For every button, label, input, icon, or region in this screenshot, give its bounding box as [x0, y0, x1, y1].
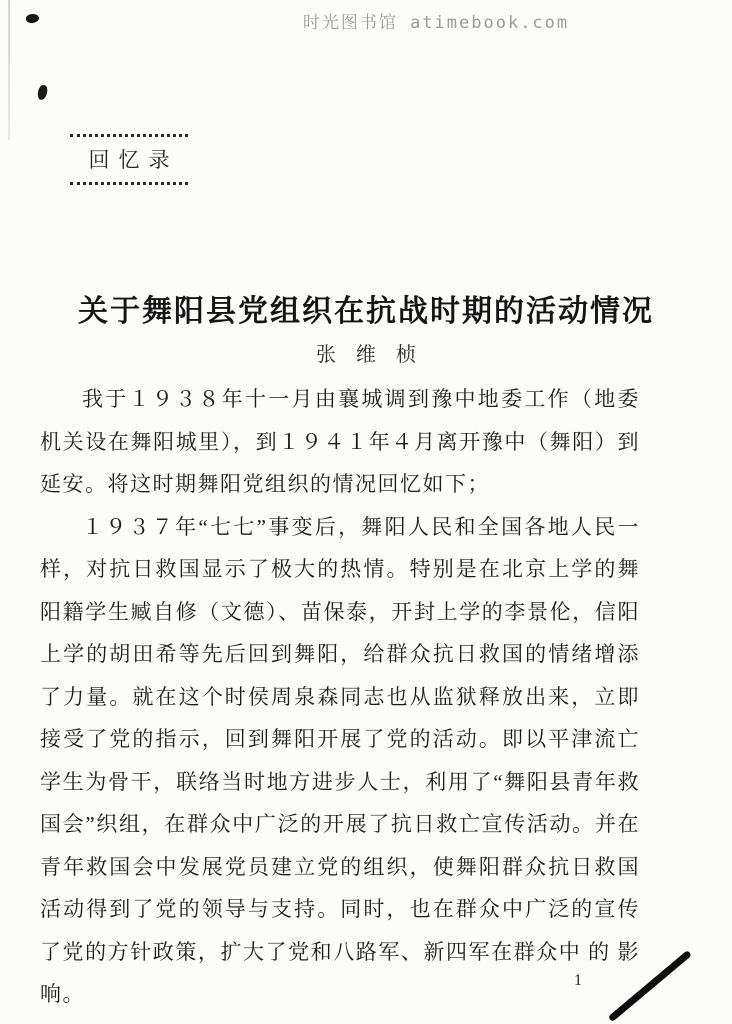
memoir-label [70, 134, 188, 185]
page-number: 1 [574, 972, 582, 989]
author-name: 张 维 桢 [316, 344, 416, 366]
ink-blot-artifact-top [25, 13, 39, 24]
body-text [40, 378, 640, 1016]
memoir-label-text: 回忆录 [88, 148, 179, 172]
dotted-rule-bottom [70, 182, 188, 185]
paragraph-2: １９３７年“七七”事变后，舞阳人民和全国各地人民一样，对抗日救国显示了极大的热情。特别是在北京上学的舞阳籍学生臧自修（文德）、苗保泰，开封上学的李景伦，信阳上学的胡田希等先后回到舞阳，给群众抗日救国的情绪增添了力量。就在这个时侯周泉森同志也从监狱释放出来，立即接受了党的指示，回到舞阳开展了党的活动。即以平津流亡学生为骨干，联络当时地方进步人士，利用了“舞阳县青年救国会”织组，在群众中广泛的开展了抗日救亡宣传活动。并在青年救国会中发展党员建立党的组织，使舞阳群众抗日救国活动得到了党的领导与支持。同时，也在群众中广泛的宣传了党的方针政策，扩大了党和八路军、新四军在群众中 的 影响。 [40, 514, 640, 1006]
scan-edge-artifact [8, 0, 10, 140]
page-title: 关于舞阳县党组织在抗战时期的活动情况 [78, 295, 654, 329]
watermark-text: 时光图书馆 atimebook.com [302, 13, 570, 33]
ink-blot-artifact-left [37, 84, 49, 101]
paragraph-1: 我于１９３８年十一月由襄城调到豫中地委工作（地委机关设在舞阳城里），到１９４１年４月离开豫中（舞阳）到延安。将这时期舞阳党组织的情况回忆如下； [40, 387, 640, 496]
